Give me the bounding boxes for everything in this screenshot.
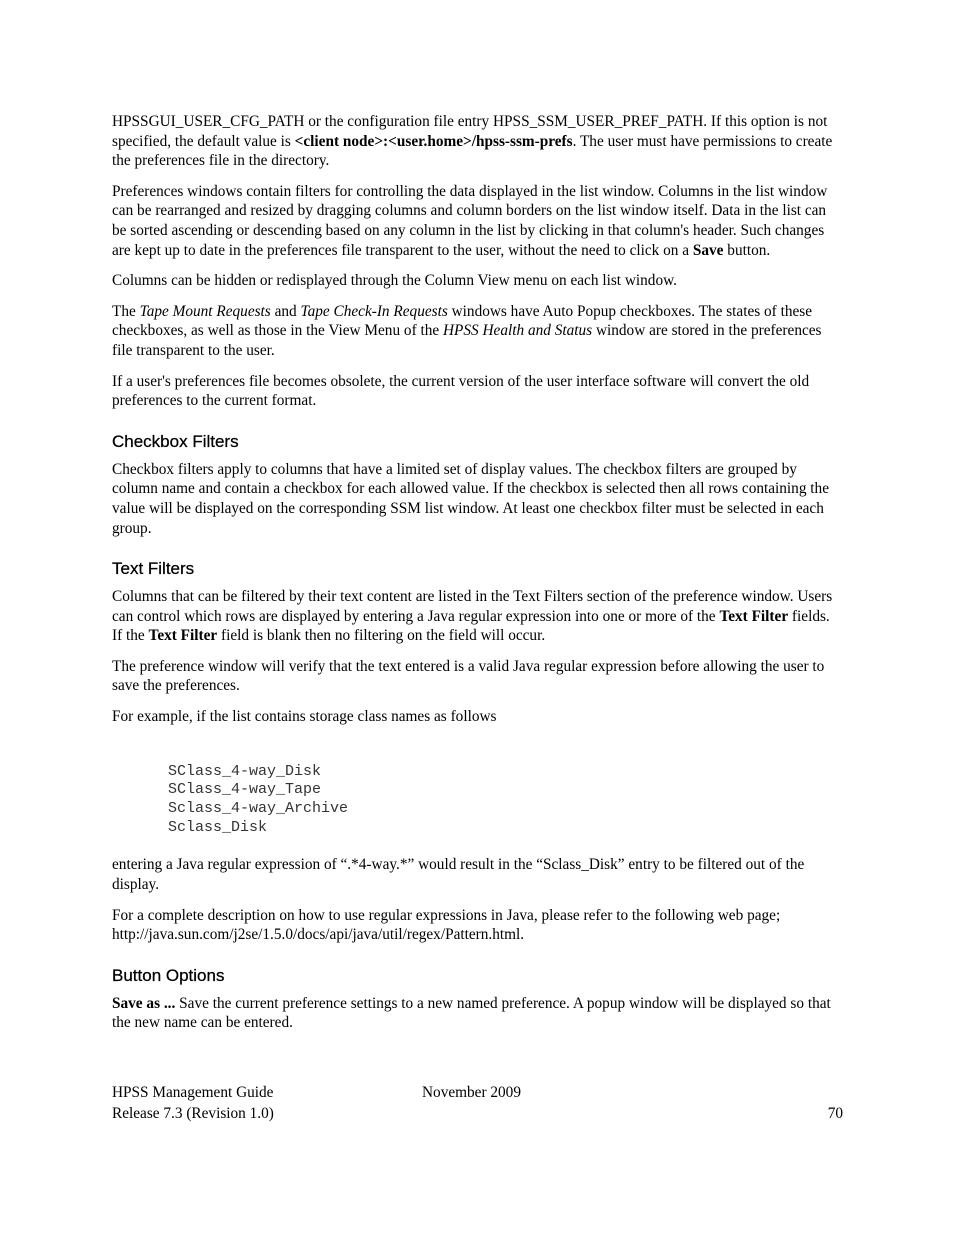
paragraph-preferences-windows: [112, 182, 843, 260]
paragraph-column-view: Columns can be hidden or redisplayed through the Column View menu on each list window.: [112, 272, 677, 290]
page-footer: [112, 1082, 843, 1124]
text: windows have Auto Popup checkboxes. The states of these checkboxes, as well as those in the View Menu of the: [112, 302, 813, 340]
paragraph-obsolete-prefs: If a user's preferences file becomes obsolete, the current version of the user interface software will convert the old preferences to the current format.: [112, 372, 810, 410]
default-path-value: <client node>:<user.home>/hpss-ssm-prefs: [294, 132, 573, 150]
paragraph-example-intro: For example, if the list contains storage class names as follows: [112, 708, 497, 726]
heading-checkbox-filters: Checkbox Filters: [112, 431, 239, 451]
paragraph-save-as: [112, 994, 843, 1033]
code-line: Sclass_Disk: [168, 818, 268, 836]
window-name-health-status: HPSS Health and Status: [443, 322, 593, 340]
text: The: [112, 302, 140, 320]
footer-guide-title: HPSS Management Guide: [112, 1084, 274, 1101]
paragraph-regex-reference: For a complete description on how to use regular expressions in Java, please refer to the following web page; http://java.sun.com/j2se/1.5.0/docs/api/java/util/regex/Pattern.html.: [112, 906, 781, 944]
window-name-tape-checkin: Tape Check-In Requests: [300, 302, 448, 320]
text: Save the current preference settings to a new named preference. A popup window will be displayed so that the new name can be entered.: [112, 994, 831, 1032]
text: . The user must have permissions to create the preferences file in the directory.: [112, 132, 833, 170]
text: fields. If the: [112, 607, 830, 645]
text-filter-term: Text Filter: [148, 627, 218, 645]
footer-release: Release 7.3 (Revision 1.0): [112, 1105, 274, 1122]
text: field is blank then no filtering on the field will occur.: [217, 627, 546, 645]
paragraph-auto-popup: [112, 302, 843, 361]
save-term: Save: [692, 241, 724, 259]
text: button.: [723, 241, 771, 259]
paragraph-checkbox-filters: Checkbox filters apply to columns that have a limited set of display values. The checkbox filters are grouped by column name and contain a checkbox for each allowed value. If the checkbox is selected then all rows containing the value will be displayed on the corresponding SSM list window. At least one checkbox filter must be selected in each group.: [112, 460, 829, 537]
code-line: Sclass_4-way_Archive: [168, 800, 349, 818]
footer-date: November 2009: [422, 1084, 521, 1101]
footer-page-number: 70: [827, 1105, 843, 1122]
paragraph-text-filters: [112, 587, 843, 646]
paragraph-regex-result: entering a Java regular expression of “.*4-way.*” would result in the “Sclass_Disk” entry to be filtered out of the display.: [112, 856, 805, 894]
code-line: SClass_4-way_Disk: [168, 762, 322, 780]
text: HPSSGUI_USER_CFG_PATH or the configuration file entry HPSS_SSM_USER_PREF_PATH. If this option is not specified, the default value is: [112, 113, 828, 150]
text: and: [270, 302, 301, 320]
paragraph-pref-path: [112, 112, 843, 171]
text: Columns that can be filtered by their text content are listed in the Text Filters section of the preference window. Users can control which rows are displayed by entering a Java regular expression into one or more of the: [112, 588, 833, 625]
text-filter-term: Text Filter: [719, 607, 789, 625]
window-name-tape-mount: Tape Mount Requests: [139, 302, 271, 320]
text: window are stored in the preferences file transparent to the user.: [112, 322, 822, 359]
save-as-term: Save as ...: [112, 994, 176, 1012]
code-line: SClass_4-way_Tape: [168, 781, 322, 799]
heading-text-filters: Text Filters: [112, 559, 195, 579]
document-body: [112, 112, 843, 1044]
text: Preferences windows contain filters for controlling the data displayed in the list window. Columns in the list window can be rearranged and resized by dragging columns and column borders on the list window itself. Data in the list can be sorted ascending or descending based on any column in the list by clicking in that column's header. Such changes are kept up to date in the preferences file transparent to the user, without the need to click on a: [112, 182, 828, 259]
heading-button-options: Button Options: [112, 965, 225, 985]
paragraph-verify-regex: The preference window will verify that the text entered is a valid Java regular expression before allowing the user to save the preferences.: [112, 657, 825, 695]
code-example-block: [168, 763, 843, 838]
